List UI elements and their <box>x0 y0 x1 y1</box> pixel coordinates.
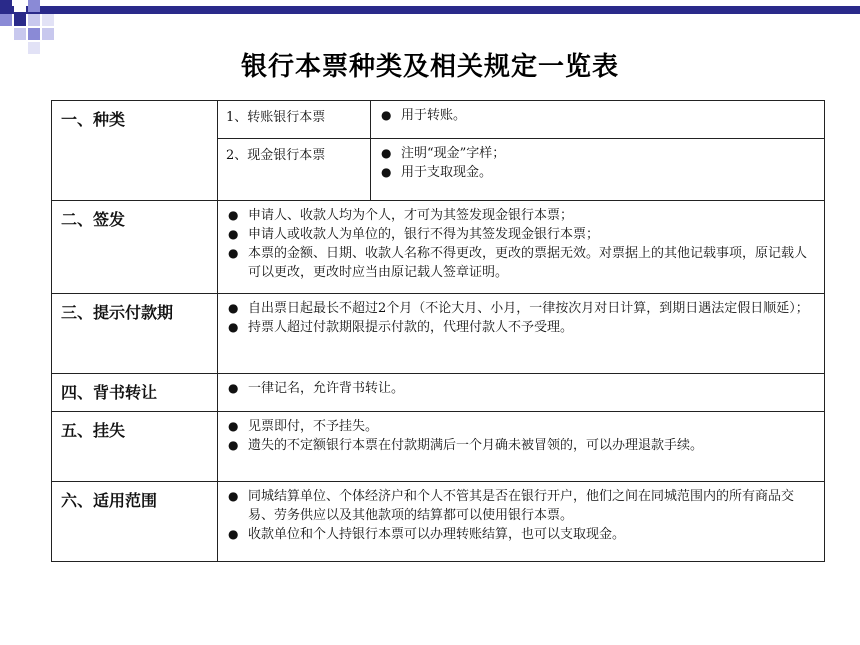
deco-square <box>14 28 26 40</box>
bullet-icon: ● <box>228 208 239 222</box>
bullet-icon: ● <box>228 227 239 241</box>
content-cell <box>218 201 825 294</box>
bullet-icon: ● <box>228 301 239 315</box>
deco-square <box>42 28 54 40</box>
deco-square <box>14 0 26 12</box>
deco-square <box>28 0 40 12</box>
table-row <box>52 294 825 374</box>
deco-square <box>28 28 40 40</box>
deco-square <box>42 14 54 26</box>
bullet-icon: ● <box>381 108 392 122</box>
category-cell: 一、种类 <box>52 101 218 201</box>
content-cell <box>371 101 825 139</box>
list-item: ● 收款单位和个人持银行本票可以办理转账结算，也可以支取现金。 <box>218 525 824 544</box>
list-item: ● 本票的金额、日期、收款人名称不得更改，更改的票据无效。对票据上的其他记载事项，原记载人可以更改，更改时应当由原记载人签章证明。 <box>218 244 824 282</box>
category-cell: 二、签发 <box>52 201 218 294</box>
list-item: ● 同城结算单位、个体经济户和个人不管其是否在银行开户，他们之间在同城范围内的所有商品交易、劳务供应以及其他款项的结算都可以使用银行本票。 <box>218 487 824 525</box>
bullet-icon: ● <box>228 381 239 395</box>
category-cell: 六、适用范围 <box>52 482 218 562</box>
deco-square <box>0 14 12 26</box>
list-item: ● 用于支取现金。 <box>371 163 824 182</box>
content-cell <box>218 412 825 482</box>
bullet-icon: ● <box>228 320 239 334</box>
content-cell <box>218 482 825 562</box>
category-cell: 四、背书转让 <box>52 374 218 412</box>
bullet-icon: ● <box>228 246 239 260</box>
subtype-cell: 2、现金银行本票 <box>218 139 371 201</box>
category-cell: 三、提示付款期 <box>52 294 218 374</box>
category-cell: 五、挂失 <box>52 412 218 482</box>
bullet-icon: ● <box>228 489 239 503</box>
bullet-icon: ● <box>228 419 239 433</box>
list-item: ● 自出票日起最长不超过2个月（不论大月、小月，一律按次月对日计算，到期日遇法定假日顺延）； <box>218 299 824 318</box>
table-row <box>52 374 825 412</box>
deco-square <box>14 14 26 26</box>
table-row <box>52 412 825 482</box>
list-item: ● 用于转账。 <box>371 106 824 125</box>
list-item: ● 持票人超过付款期限提示付款的，代理付款人不予受理。 <box>218 318 824 337</box>
table-row <box>52 101 825 139</box>
header-bar <box>0 6 860 14</box>
table-row <box>52 201 825 294</box>
subtype-cell: 1、转账银行本票 <box>218 101 371 139</box>
bullet-icon: ● <box>381 165 392 179</box>
list-item: ● 申请人、收款人均为个人，才可为其签发现金银行本票； <box>218 206 824 225</box>
bullet-icon: ● <box>228 438 239 452</box>
deco-square <box>0 0 12 12</box>
content-cell <box>371 139 825 201</box>
deco-square <box>28 14 40 26</box>
list-item: ● 遗失的不定额银行本票在付款期满后一个月确未被冒领的，可以办理退款手续。 <box>218 436 824 455</box>
content-cell <box>218 374 825 412</box>
rules-table <box>51 100 825 562</box>
list-item: ● 注明“现金”字样； <box>371 144 824 163</box>
content-cell <box>218 294 825 374</box>
bullet-icon: ● <box>381 146 392 160</box>
page-title: 银行本票种类及相关规定一览表 <box>240 52 619 82</box>
list-item: ● 申请人或收款人为单位的，银行不得为其签发现金银行本票； <box>218 225 824 244</box>
list-item: ● 见票即付，不予挂失。 <box>218 417 824 436</box>
list-item: ● 一律记名，允许背书转让。 <box>218 379 824 398</box>
table-row <box>52 482 825 562</box>
bullet-icon: ● <box>228 527 239 541</box>
